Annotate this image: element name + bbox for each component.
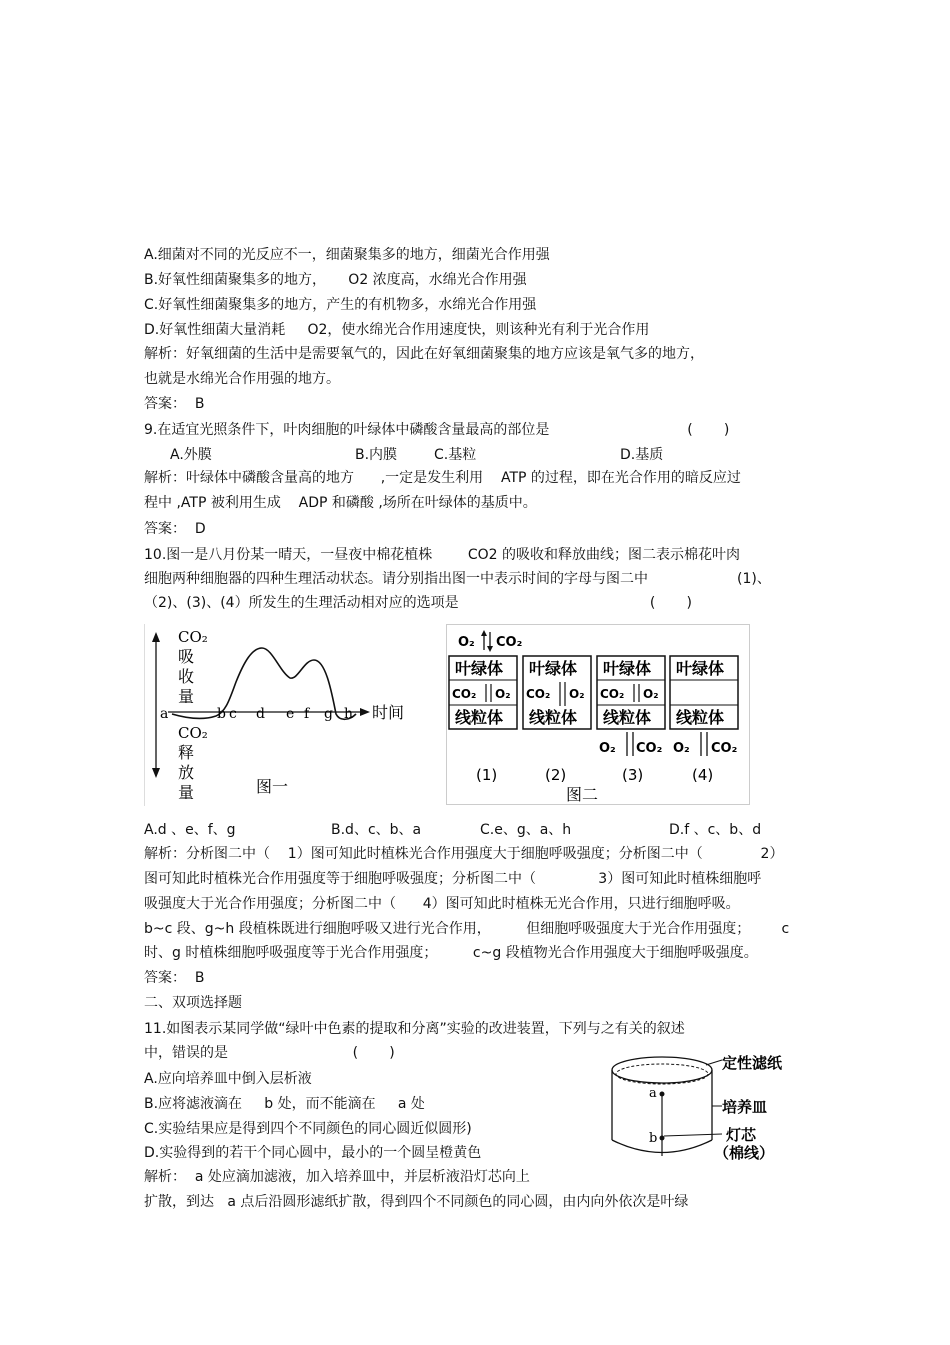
fig2-state-1-inner-co2: CO₂ [452,687,477,701]
q8-analysis-line-2: 也就是水绵光合作用强的地方。 [144,371,340,387]
q10-analysis-line-5: 时、g 时植株细胞呼吸强度等于光合作用强度； c~g 段植物光合作用强度大于细胞呼吸强度。 [144,945,758,961]
q11-option-b: B.应将滤液滴在 b 处，而不能滴在 a 处 [144,1096,425,1112]
section-two-heading: 二、双项选择题 [144,995,242,1011]
fig2-state-2-box [523,656,591,729]
q11-apparatus-figure [610,1050,790,1165]
fig2-state-label-1: (1) [476,766,498,784]
q10-analysis-line-1: 解析：分析图二中（ 1）图可知此时植株光合作用强度大于细胞呼吸强度；分析图二中（ 2） [144,846,784,862]
q10-answer: 答案： B [144,970,205,986]
fig2-state-3-box [597,656,665,729]
fig1-point-c: c [229,706,237,722]
filter-paper-ellipse [612,1057,712,1083]
q8-answer: 答案： B [144,396,205,412]
fig2-state-label-2: (2) [545,766,567,784]
fig1-x-label: 时间 [372,703,405,722]
q10-option-d: D.f 、c、b、d [669,822,762,838]
q8-analysis-line-1: 解析：好氧细菌的生活中是需要氧气的，因此在好氧细菌聚集的地方应该是氧气多的地方， [144,346,704,362]
petri-dish-label: 培养皿 [722,1098,768,1116]
q8-option-c: C.好氧性细菌聚集多的地方，产生的有机物多，水绵光合作用强 [144,297,537,313]
fig1-y-top-char-1: 吸 [178,647,195,666]
q10-analysis-line-3: 吸强度大于光合作用强度；分析图二中（ 4）图可知此时植株无光合作用，只进行细胞呼吸。 [144,896,740,912]
q9-analysis-line-1: 解析：叶绿体中磷酸含量高的地方 ,一定是发生利用 ATP 的过程，即在光合作用的暗反应过 [144,470,741,486]
fig2-state-4-bottom-co2: CO₂ [711,741,738,756]
fig1-point-g: g [324,706,333,722]
q9-stem: 9.在适宜光照条件下，叶肉细胞的叶绿体中磷酸含量最高的部位是 ( ) [144,422,730,438]
fig1-down-arrow-icon [152,768,160,778]
fig1-point-e: e [286,706,295,722]
fig2-state-2-chloroplast: 叶绿体 [529,659,578,678]
point-a-label: a [649,1086,657,1101]
fig2-state-4-box [670,656,738,729]
fig1-y-bottom-char-3: 量 [178,783,195,802]
q9-option-a: A.外膜 [170,447,212,463]
fig2-state-1-inner-o2: O₂ [495,687,511,701]
fig1-y-bottom-co2: CO₂ [178,724,208,742]
wick-material-label: （棉线） [714,1144,775,1162]
fig2-state-4-mitochondrion: 线粒体 [676,708,725,727]
q8-option-a: A.细菌对不同的光反应不一，细菌聚集多的地方，细菌光合作用强 [144,247,550,263]
q11-stem-line-1: 11.如图表示某同学做“绿叶中色素的提取和分离”实验的改进装置，下列与之有关的叙述 [144,1021,685,1037]
q11-option-d: D.实验得到的若干个同心圆中，最小的一个圆呈橙黄色 [144,1145,482,1161]
fig2-top-o2: O₂ [458,635,475,650]
fig2-state-3-inner-co2: CO₂ [600,687,625,701]
figure-one [144,624,446,806]
q9-option-d: D.基质 [620,447,664,463]
fig2-state-1-mitochondrion: 线粒体 [455,708,504,727]
q9-answer: 答案： D [144,521,206,537]
q11-analysis-line-1: 解析： a 处应滴加滤液，加入培养皿中，并层析液沿灯芯向上 [144,1169,530,1185]
q10-option-b: B.d、c、b、a [331,822,422,838]
fig1-y-top-char-3: 量 [178,687,195,706]
filter-paper-label: 定性滤纸 [722,1054,783,1072]
fig2-top-co2: CO₂ [496,635,523,650]
q10-option-a: A.d 、e、f、g [144,822,236,838]
fig1-point-d: d [256,706,265,722]
q10-stem-line-2: 细胞两种细胞器的四种生理活动状态。请分别指出图一中表示时间的字母与图二中 (1)、 [144,571,771,587]
figure-two [446,624,751,806]
fig2-state-label-3: (3) [622,766,644,784]
fig2-state-2-inner-co2: CO₂ [526,687,551,701]
fig1-point-a: a [160,706,169,722]
fig1-point-b: b [217,706,226,722]
fig2-state-3-bottom-o2: O₂ [599,741,616,756]
fig2-state-4-chloroplast: 叶绿体 [676,659,725,678]
q11-stem-line-2: 中，错误的是 ( ) [144,1045,395,1061]
q8-option-d: D.好氧性细菌大量消耗 O2，使水绵光合作用速度快，则该种光有利于光合作用 [144,322,650,338]
wick-label: 灯芯 [726,1126,757,1144]
point-b-label: b [649,1131,658,1146]
fig2-state-label-4: (4) [692,766,714,784]
fig1-caption: 图一 [256,777,289,796]
q10-analysis-line-2: 图可知此时植株光合作用强度等于细胞呼吸强度；分析图二中（ 3）图可知此时植株细胞呼 [144,871,762,887]
fig2-state-1-chloroplast: 叶绿体 [455,659,504,678]
fig1-y-top-co2: CO₂ [178,628,208,646]
fig1-y-top-char-2: 收 [178,667,195,686]
q11-option-c: C.实验结果应是得到四个不同颜色的同心圆近似圆形) [144,1121,472,1137]
fig2-state-3-chloroplast: 叶绿体 [603,659,652,678]
fig1-up-arrow-icon [152,632,160,642]
q11-option-a: A.应向培养皿中倒入层析液 [144,1071,312,1087]
fig2-state-3-bottom-co2: CO₂ [636,741,663,756]
q10-stem-line-1: 10.图一是八月份某一晴天，一昼夜中棉花植株 CO2 的吸收和释放曲线；图二表示棉花叶肉 [144,547,741,563]
fig1-y-bottom-char-1: 释 [178,743,195,762]
fig1-y-bottom-char-2: 放 [178,763,195,782]
q9-option-c: C.基粒 [434,447,477,463]
fig2-state-3-inner-o2: O₂ [643,687,659,701]
fig1-point-f: f [304,706,310,722]
fig2-top-down-arrow-icon [487,646,493,652]
fig2-caption: 图二 [566,785,599,804]
q10-option-c: C.e、g、a、h [480,822,572,838]
q10-stem-line-3: （2)、(3)、(4）所发生的生理活动相对应的选项是 ( ) [144,595,693,611]
q9-option-b: B.内膜 [355,447,398,463]
fig1-point-h: h [344,706,354,722]
fig2-state-3-mitochondrion: 线粒体 [603,708,652,727]
fig1-right-arrow-icon [360,708,370,716]
q8-option-b: B.好氧性细菌聚集多的地方， O2 浓度高，水绵光合作用强 [144,272,527,288]
q10-analysis-line-4: b~c 段、g~h 段植株既进行细胞呼吸又进行光合作用， 但细胞呼吸强度大于光合作用强度； c [144,921,790,937]
fig2-state-4-bottom-o2: O₂ [673,741,690,756]
q9-analysis-line-2: 程中 ,ATP 被利用生成 ADP 和磷酸 ,场所在叶绿体的基质中。 [144,495,537,511]
fig2-top-up-arrow-icon [481,630,487,636]
fig2-state-1-box [449,656,517,729]
fig2-state-2-inner-o2: O₂ [569,687,585,701]
fig2-state-2-mitochondrion: 线粒体 [529,708,578,727]
q11-analysis-line-2: 扩散，到达 a 点后沿圆形滤纸扩散，得到四个不同颜色的同心圆，由内向外依次是叶绿 [144,1194,689,1210]
